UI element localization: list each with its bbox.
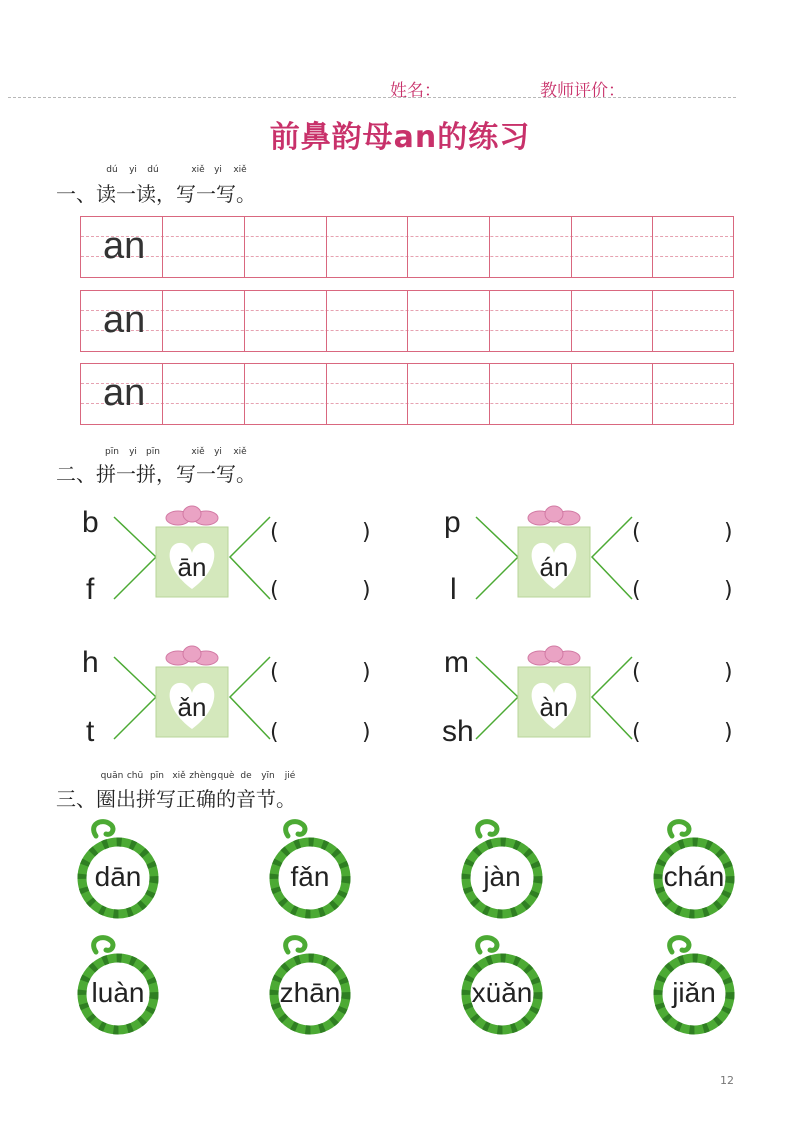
ruby-4: xiě	[191, 447, 205, 457]
paren-open: (	[270, 520, 279, 545]
initial-top: h	[82, 646, 99, 679]
paren-open: (	[270, 720, 279, 745]
initial-top: m	[444, 646, 469, 679]
syllable-option[interactable]	[452, 934, 552, 1044]
ruby-6: xiě	[233, 165, 247, 175]
syllable-option[interactable]	[260, 818, 360, 928]
ruby-9: jié	[284, 771, 296, 781]
spelling-item	[80, 645, 380, 755]
answer-blank[interactable]	[640, 519, 722, 549]
ruby-5: zhèng	[189, 771, 217, 781]
paren-close: )	[362, 660, 371, 685]
writing-grid-row[interactable]	[80, 216, 734, 278]
answer-blank[interactable]	[640, 577, 722, 607]
ruby-2: chū	[126, 771, 144, 781]
ruby-3: dú	[147, 165, 159, 175]
answer-blank[interactable]	[640, 659, 722, 689]
paren-open: (	[632, 578, 641, 603]
page-title: 前鼻韵母an的练习	[269, 120, 531, 155]
paren-close: )	[724, 720, 733, 745]
ruby-5: yi	[214, 447, 222, 457]
ruby-3: pīn	[146, 447, 160, 457]
ruby-4: xiě	[191, 165, 205, 175]
syllable-option[interactable]	[452, 818, 552, 928]
page-number: 12	[720, 1074, 734, 1087]
spelling-item	[442, 505, 742, 615]
paren-close: )	[724, 520, 733, 545]
ruby-1: quān	[100, 771, 124, 781]
ruby-7: de	[240, 771, 252, 781]
initial-bottom: sh	[442, 715, 474, 748]
box-final: ān	[177, 552, 207, 582]
syllable-option[interactable]	[68, 934, 168, 1044]
answer-blank[interactable]	[278, 519, 360, 549]
ruby-6: xiě	[233, 447, 247, 457]
answer-blank[interactable]	[278, 659, 360, 689]
initial-top: p	[444, 506, 461, 539]
syllable-text: jiǎn	[672, 977, 716, 1008]
box-final: ǎn	[177, 692, 207, 722]
spelling-item	[442, 645, 742, 755]
teacher-evaluation-label: 教师评价：	[540, 81, 625, 101]
syllable-text: zhān	[279, 977, 341, 1008]
ruby-2: yi	[129, 165, 137, 175]
paren-open: (	[632, 720, 641, 745]
section1-pinyin-annotation	[0, 165, 800, 177]
syllable-text: jàn	[483, 861, 521, 892]
paren-close: )	[724, 578, 733, 603]
paren-close: )	[724, 660, 733, 685]
box-final: àn	[539, 692, 569, 722]
ruby-1: dú	[106, 165, 118, 175]
syllable-text: dān	[94, 861, 142, 892]
paren-close: )	[362, 578, 371, 603]
section2-heading: 二、拼一拼，写一写。	[56, 462, 256, 486]
initial-bottom: f	[86, 573, 95, 606]
ruby-5: yi	[214, 165, 222, 175]
ruby-3: pīn	[150, 771, 164, 781]
ruby-4: xiě	[172, 771, 186, 781]
writing-grid-row[interactable]	[80, 363, 734, 425]
initial-bottom: l	[450, 573, 457, 606]
syllable-text: fǎn	[290, 861, 330, 892]
name-label: 姓名：	[390, 81, 441, 101]
paren-open: (	[632, 660, 641, 685]
section1-heading: 一、读一读，写一写。	[56, 182, 256, 206]
sample-an: an	[103, 299, 146, 341]
paren-close: )	[362, 520, 371, 545]
initial-top: b	[82, 506, 99, 539]
paren-open: (	[270, 660, 279, 685]
syllable-text: chán	[663, 861, 725, 892]
spelling-item	[80, 505, 380, 615]
writing-grid-row[interactable]	[80, 290, 734, 352]
section3-heading: 三、圈出拼写正确的音节。	[56, 787, 296, 811]
paren-open: (	[270, 578, 279, 603]
ruby-8: yīn	[261, 771, 275, 781]
paren-close: )	[362, 720, 371, 745]
header-divider	[8, 97, 736, 98]
answer-blank[interactable]	[640, 719, 722, 749]
initial-bottom: t	[86, 715, 95, 748]
answer-blank[interactable]	[278, 719, 360, 749]
sample-an: an	[103, 372, 146, 414]
section3-pinyin-annotation	[0, 771, 800, 783]
syllable-option[interactable]	[260, 934, 360, 1044]
answer-blank[interactable]	[278, 577, 360, 607]
syllable-text: xüǎn	[471, 977, 533, 1008]
sample-an: an	[103, 225, 146, 267]
ruby-1: pīn	[105, 447, 119, 457]
paren-open: (	[632, 520, 641, 545]
box-final: án	[539, 552, 569, 582]
syllable-option[interactable]	[644, 934, 744, 1044]
ruby-2: yi	[129, 447, 137, 457]
syllable-option[interactable]	[644, 818, 744, 928]
syllable-text: luàn	[91, 977, 145, 1008]
ruby-6: què	[217, 771, 235, 781]
syllable-option[interactable]	[68, 818, 168, 928]
